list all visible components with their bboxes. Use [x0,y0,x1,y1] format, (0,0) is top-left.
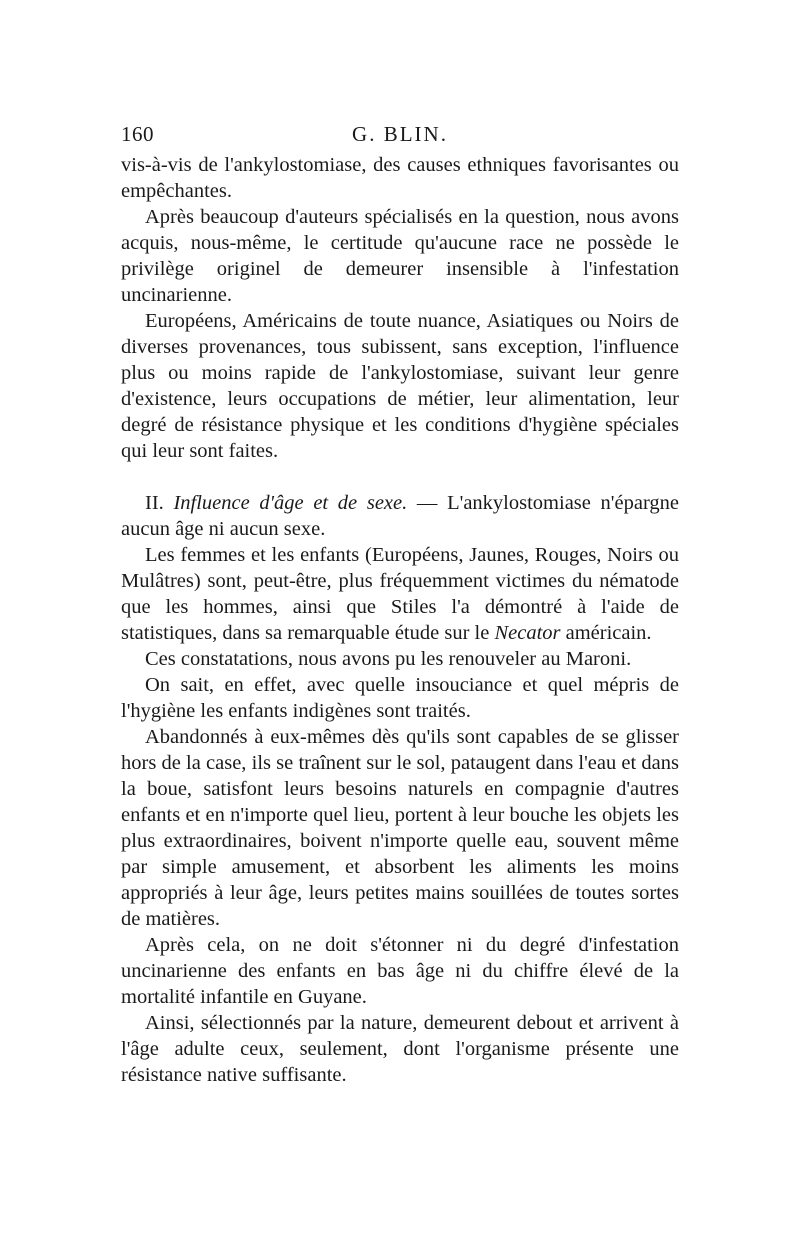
running-head: G. BLIN. [352,122,448,146]
section-title: Influence d'âge et de sexe. [173,492,408,514]
paragraph-9: Après cela, on ne doit s'étonner ni du degré d'infestation uncinarienne des enfants en bas âge ni du chiffre élevé de la mortalité infantile en Guyane. [121,934,679,1008]
section-paragraph [121,490,679,542]
section-text: — L'ankylostomiase n'épargne aucun âge ni aucun sexe. [121,492,679,540]
paragraph-5-italic: Necator [494,622,561,644]
paragraph-8: Abandonnés à eux-mêmes dès qu'ils sont capables de se glisser hors de la case, ils se traînent sur le sol, pataugent dans l'eau et dans la boue, satisfont leurs besoins naturels en compagnie d'autres enfants et en n'importe quel lieu, portent à leur bouche les objets les plus extraordinaires, boivent n'importe quelle eau, souvent même par simple amusement, et absorbent les aliments les moins appropriés à leur âge, leurs petites mains souillées de toutes sortes de matières. [121,726,679,930]
paragraph-3: Européens, Américains de toute nuance, Asiatiques ou Noirs de diverses provenances, tous subissent, sans exception, l'influence plus ou moins rapide de l'ankylostomiase, suivant leur genre d'existence, leurs occupations de métier, leur alimentation, leur degré de résistance physique et les conditions d'hygiène spéciales qui leur sont faites. [121,310,679,462]
paragraph-7: On sait, en effet, avec quelle insouciance et quel mépris de l'hygiène les enfants indigènes sont traités. [121,674,679,722]
page-header [121,118,679,152]
paragraph-5 [121,542,679,646]
paragraph-2: Après beaucoup d'auteurs spécialisés en la question, nous avons acquis, nous-même, le certitude qu'aucune race ne possède le privilège originel de demeurer insensible à l'infestation uncinarienne. [121,206,679,306]
paragraph-10: Ainsi, sélectionnés par la nature, demeurent debout et arrivent à l'âge adulte ceux, seulement, dont l'organisme présente une résistance native suffisante. [121,1012,679,1086]
page-number: 160 [121,122,154,146]
paragraph-5-text-a: Les femmes et les enfants (Européens, Jaunes, Rouges, Noirs ou Mulâtres) sont, peut-être, plus fréquemment victimes du nématode que les hommes, ainsi que Stiles l'a démontré à l'aide de statistiques, dans sa remarquable étude sur le [121,544,679,644]
paragraph-6: Ces constatations, nous avons pu les renouveler au Maroni. [145,648,632,670]
paragraph-1: vis-à-vis de l'ankylostomiase, des causes ethniques favorisantes ou empêchantes. [121,154,679,202]
paragraph-5-text-b: américain. [560,622,652,644]
section-number: II. [145,492,164,514]
book-page [121,118,679,1088]
